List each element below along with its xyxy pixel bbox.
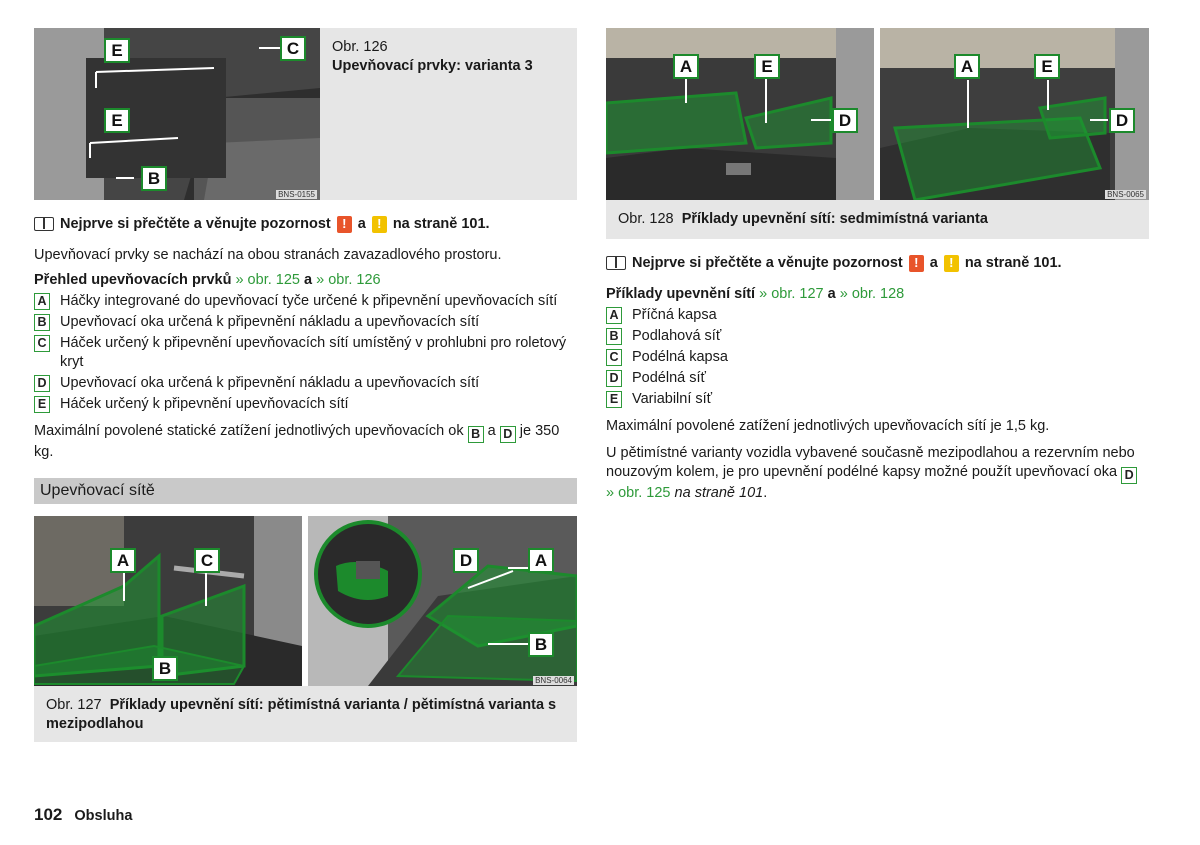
marker-a: A <box>110 548 136 573</box>
warning-yellow-icon: ! <box>944 255 959 272</box>
item-text: Podélná kapsa <box>632 349 728 365</box>
list-item <box>606 306 1149 325</box>
figure-title: Příklady upevnění sítí: sedmimístná varianta <box>681 211 988 227</box>
item-key: C <box>606 349 622 366</box>
item-key: B <box>34 314 50 331</box>
five-seat-paragraph <box>606 444 1149 503</box>
load-conj: a <box>487 423 496 439</box>
note-text: Nejprve si přečtěte a věnujte pozornost <box>60 216 331 232</box>
figure-title: Upevňovací prvky: varianta 3 <box>332 58 533 74</box>
section-heading: Upevňovací sítě <box>34 478 577 504</box>
fastening-items-list <box>34 292 577 414</box>
trunk-side-illustration <box>34 28 320 200</box>
figure-code: BNS-0155 <box>278 190 315 199</box>
item-text: Příčná kapsa <box>632 307 717 323</box>
max-load-paragraph: Maximální povolené zatížení jednotlivých upevňovacích sítí je 1,5 kg. <box>606 418 1050 434</box>
list-item <box>34 292 577 311</box>
list-item <box>606 369 1149 388</box>
figure-126 <box>34 28 577 200</box>
figure-127 <box>34 516 577 742</box>
figure-127-caption <box>34 686 577 742</box>
five-seat-end: . <box>763 485 768 501</box>
book-icon <box>34 217 54 231</box>
load-after: je 350 kg. <box>34 423 560 460</box>
figure-number: Obr. 128 <box>618 211 674 227</box>
marker-a: A <box>954 54 980 79</box>
item-text: Variabilní síť <box>632 391 713 407</box>
marker-e-top: E <box>104 38 130 63</box>
list-item <box>34 313 577 332</box>
examples-link-128[interactable]: » obr. 128 <box>839 286 905 302</box>
item-key: D <box>34 375 50 392</box>
note-conj: a <box>357 216 366 232</box>
marker-b: B <box>141 166 167 191</box>
five-seat-page: na straně 101 <box>674 485 764 501</box>
item-key: A <box>34 293 50 310</box>
marker-c: C <box>194 548 220 573</box>
item-key: B <box>606 328 622 345</box>
item-key: D <box>606 370 622 387</box>
list-item <box>606 327 1149 346</box>
marker-a: A <box>673 54 699 79</box>
figure-number: Obr. 126 <box>332 39 388 55</box>
overview-link-125[interactable]: » obr. 125 <box>235 272 300 288</box>
load-text: Maximální povolené statické zatížení jednotlivých upevňovacích ok <box>34 423 464 439</box>
item-text: Háčky integrované do upevňovací tyče určené k připevnění upevňovacích sítí <box>60 293 558 309</box>
static-load-paragraph <box>34 422 577 462</box>
figure-128 <box>606 28 1149 239</box>
list-item <box>606 348 1149 367</box>
overview-heading <box>34 271 577 290</box>
figure-127-photo-left <box>34 516 302 686</box>
item-text: Upevňovací oka určená k připevnění nákladu a upevňovacích sítí <box>60 375 480 391</box>
overview-conj: a <box>304 272 313 288</box>
intro-paragraph: Upevňovací prvky se nachází na obou stranách zavazadlového prostoru. <box>34 247 502 263</box>
list-item <box>606 390 1149 409</box>
figure-title: Příklady upevnění sítí: pětimístná varianta / pětimístná varianta s mezipodlahou <box>46 697 557 732</box>
list-item <box>34 395 577 414</box>
figure-128-photo-right <box>880 28 1149 200</box>
figure-number: Obr. 127 <box>46 697 102 713</box>
five-seat-link-125[interactable]: » obr. 125 <box>606 485 671 501</box>
load-key-d: D <box>500 426 516 443</box>
item-text: Podlahová síť <box>632 328 722 344</box>
warning-red-icon: ! <box>337 216 352 233</box>
marker-e: E <box>1034 54 1060 79</box>
marker-a: A <box>528 548 554 573</box>
overview-link-126[interactable]: » obr. 126 <box>316 272 381 288</box>
figure-126-photo <box>34 28 320 200</box>
five-seat-text: U pětimístné varianty vozidla vybavené současně mezipodlahou a rezervním nebo nouzovým kolem, je pro upevnění podélné kapsy možné použít upevňovací oka <box>606 445 1135 480</box>
read-first-note <box>34 214 577 234</box>
list-item <box>34 374 577 393</box>
load-key-b: B <box>468 426 484 443</box>
item-text: Upevňovací oka určená k připevnění nákladu a upevňovacích sítí <box>60 314 480 330</box>
list-item <box>34 334 577 372</box>
page-footer <box>34 805 132 825</box>
examples-heading <box>606 285 1149 304</box>
warning-red-icon: ! <box>909 255 924 272</box>
figure-128-photo-left <box>606 28 874 200</box>
figure-code: BNS-0065 <box>1107 190 1144 199</box>
figure-126-caption <box>320 28 545 200</box>
five-seat-floor-illustration <box>308 516 577 686</box>
five-seat-key-d: D <box>1121 467 1137 484</box>
examples-conj: a <box>827 286 836 302</box>
overview-label: Přehled upevňovacích prvků <box>34 272 232 288</box>
figure-128-caption <box>606 200 1149 239</box>
item-text: Podélná síť <box>632 370 706 386</box>
marker-e-bottom: E <box>104 108 130 133</box>
marker-d: D <box>832 108 858 133</box>
item-key: A <box>606 307 622 324</box>
note-text: Nejprve si přečtěte a věnujte pozornost <box>632 255 903 271</box>
note-page-link[interactable]: na straně 101. <box>392 216 490 232</box>
figure-128-photos <box>606 28 1149 200</box>
left-column <box>34 28 577 742</box>
right-column <box>606 28 1149 503</box>
marker-d: D <box>453 548 479 573</box>
figure-code: BNS-0064 <box>535 676 572 685</box>
item-key: E <box>606 391 622 408</box>
marker-b: B <box>528 632 554 657</box>
marker-b: B <box>152 656 178 681</box>
book-icon <box>606 256 626 270</box>
note-conj: a <box>929 255 938 271</box>
warning-yellow-icon: ! <box>372 216 387 233</box>
item-key: C <box>34 335 50 352</box>
item-text: Háček určený k připevnění upevňovacích sítí <box>60 396 349 412</box>
marker-e: E <box>754 54 780 79</box>
examples-link-127[interactable]: » obr. 127 <box>759 286 824 302</box>
item-text: Háček určený k připevnění upevňovacích sítí umístěný v prohlubni pro rolеtový kryt <box>60 335 567 370</box>
item-key: E <box>34 396 50 413</box>
figure-127-photos <box>34 516 577 686</box>
note-page-link[interactable]: na straně 101. <box>964 255 1062 271</box>
footer-section: Obsluha <box>74 808 133 824</box>
marker-c: C <box>280 36 306 61</box>
net-types-list <box>606 306 1149 409</box>
figure-127-photo-right <box>308 516 577 686</box>
examples-label: Příklady upevnění sítí <box>606 286 756 302</box>
marker-d: D <box>1109 108 1135 133</box>
page-number: 102 <box>34 805 63 824</box>
read-first-note <box>606 253 1149 273</box>
